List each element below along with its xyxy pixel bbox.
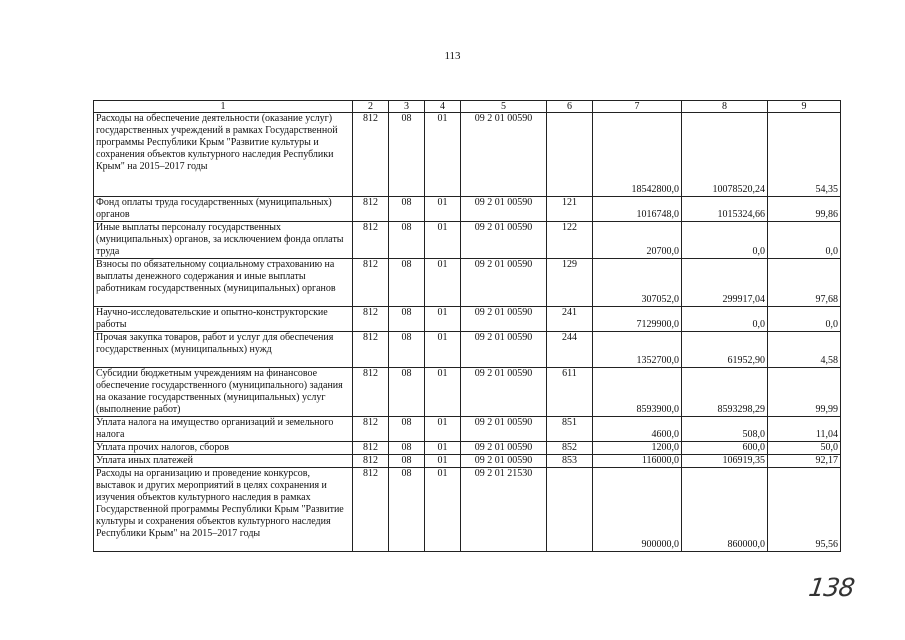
plan-amount-cell: 20700,0 bbox=[593, 222, 682, 259]
table-row bbox=[94, 113, 841, 197]
executed-amount-cell: 0,0 bbox=[682, 222, 768, 259]
execution-percent-cell: 11,04 bbox=[768, 417, 841, 442]
executed-amount-cell: 860000,0 bbox=[682, 468, 768, 552]
ministry-code-cell: 812 bbox=[353, 259, 389, 307]
target-article-cell: 09 2 01 21530 bbox=[461, 468, 547, 552]
row-name-cell: Уплата прочих налогов, сборов bbox=[94, 442, 353, 455]
plan-amount-cell: 1352700,0 bbox=[593, 332, 682, 368]
plan-amount-cell: 1016748,0 bbox=[593, 197, 682, 222]
section-code-cell: 08 bbox=[389, 442, 425, 455]
plan-amount-cell: 307052,0 bbox=[593, 259, 682, 307]
subsection-code-cell: 01 bbox=[425, 468, 461, 552]
section-code-cell: 08 bbox=[389, 468, 425, 552]
execution-percent-cell: 95,56 bbox=[768, 468, 841, 552]
subsection-code-cell: 01 bbox=[425, 332, 461, 368]
expense-type-cell bbox=[547, 113, 593, 197]
section-code-cell: 08 bbox=[389, 455, 425, 468]
ministry-code-cell: 812 bbox=[353, 442, 389, 455]
col-header-7: 7 bbox=[593, 101, 682, 113]
expense-type-cell bbox=[547, 468, 593, 552]
expense-type-cell: 244 bbox=[547, 332, 593, 368]
handwritten-page-number: 138 bbox=[806, 573, 856, 602]
col-header-1: 1 bbox=[94, 101, 353, 113]
expense-type-cell: 121 bbox=[547, 197, 593, 222]
section-code-cell: 08 bbox=[389, 113, 425, 197]
section-code-cell: 08 bbox=[389, 259, 425, 307]
execution-percent-cell: 54,35 bbox=[768, 113, 841, 197]
execution-percent-cell: 0,0 bbox=[768, 307, 841, 332]
plan-amount-cell: 116000,0 bbox=[593, 455, 682, 468]
row-name-cell: Иные выплаты персоналу государственных (муниципальных) органов, за исключением фонда оплаты труда bbox=[94, 222, 353, 259]
subsection-code-cell: 01 bbox=[425, 259, 461, 307]
table-row bbox=[94, 468, 841, 552]
expense-type-cell: 851 bbox=[547, 417, 593, 442]
target-article-cell: 09 2 01 00590 bbox=[461, 455, 547, 468]
plan-amount-cell: 7129900,0 bbox=[593, 307, 682, 332]
executed-amount-cell: 106919,35 bbox=[682, 455, 768, 468]
subsection-code-cell: 01 bbox=[425, 222, 461, 259]
target-article-cell: 09 2 01 00590 bbox=[461, 417, 547, 442]
expense-type-cell: 853 bbox=[547, 455, 593, 468]
row-name-cell: Уплата иных платежей bbox=[94, 455, 353, 468]
row-name-cell: Расходы на обеспечение деятельности (оказание услуг) государственных учреждений в рамках Государственной программы Республики Крым "Развитие культуры и сохранения объектов культурного наследия Республики Крым" на 2015–2017 годы bbox=[94, 113, 353, 197]
expense-type-cell: 241 bbox=[547, 307, 593, 332]
subsection-code-cell: 01 bbox=[425, 417, 461, 442]
table-row bbox=[94, 455, 841, 468]
col-header-6: 6 bbox=[547, 101, 593, 113]
target-article-cell: 09 2 01 00590 bbox=[461, 222, 547, 259]
target-article-cell: 09 2 01 00590 bbox=[461, 332, 547, 368]
target-article-cell: 09 2 01 00590 bbox=[461, 259, 547, 307]
section-code-cell: 08 bbox=[389, 197, 425, 222]
ministry-code-cell: 812 bbox=[353, 197, 389, 222]
executed-amount-cell: 10078520,24 bbox=[682, 113, 768, 197]
expense-type-cell: 611 bbox=[547, 368, 593, 417]
ministry-code-cell: 812 bbox=[353, 113, 389, 197]
plan-amount-cell: 4600,0 bbox=[593, 417, 682, 442]
ministry-code-cell: 812 bbox=[353, 455, 389, 468]
plan-amount-cell: 8593900,0 bbox=[593, 368, 682, 417]
expense-type-cell: 122 bbox=[547, 222, 593, 259]
table-row bbox=[94, 332, 841, 368]
execution-percent-cell: 92,17 bbox=[768, 455, 841, 468]
executed-amount-cell: 61952,90 bbox=[682, 332, 768, 368]
expense-type-cell: 852 bbox=[547, 442, 593, 455]
row-name-cell: Расходы на организацию и проведение конкурсов, выставок и других мероприятий в целях сохранения и изучения объектов культурного наследия в рамках Государственной программы Республики Крым "Развитие культуры и сохранения объектов культурного наследия Республики Крым" на 2015–2017 годы bbox=[94, 468, 353, 552]
expense-type-cell: 129 bbox=[547, 259, 593, 307]
executed-amount-cell: 1015324,66 bbox=[682, 197, 768, 222]
header-row bbox=[94, 101, 841, 113]
subsection-code-cell: 01 bbox=[425, 455, 461, 468]
table-row bbox=[94, 442, 841, 455]
subsection-code-cell: 01 bbox=[425, 197, 461, 222]
row-name-cell: Фонд оплаты труда государственных (муниципальных) органов bbox=[94, 197, 353, 222]
col-header-5: 5 bbox=[461, 101, 547, 113]
execution-percent-cell: 0,0 bbox=[768, 222, 841, 259]
table-row bbox=[94, 197, 841, 222]
subsection-code-cell: 01 bbox=[425, 113, 461, 197]
section-code-cell: 08 bbox=[389, 332, 425, 368]
col-header-2: 2 bbox=[353, 101, 389, 113]
ministry-code-cell: 812 bbox=[353, 222, 389, 259]
budget-table bbox=[93, 100, 841, 552]
table-row bbox=[94, 307, 841, 332]
table-row bbox=[94, 222, 841, 259]
table-body bbox=[94, 113, 841, 552]
section-code-cell: 08 bbox=[389, 222, 425, 259]
col-header-8: 8 bbox=[682, 101, 768, 113]
ministry-code-cell: 812 bbox=[353, 368, 389, 417]
executed-amount-cell: 299917,04 bbox=[682, 259, 768, 307]
execution-percent-cell: 4,58 bbox=[768, 332, 841, 368]
table-row bbox=[94, 368, 841, 417]
col-header-3: 3 bbox=[389, 101, 425, 113]
ministry-code-cell: 812 bbox=[353, 307, 389, 332]
executed-amount-cell: 600,0 bbox=[682, 442, 768, 455]
executed-amount-cell: 8593298,29 bbox=[682, 368, 768, 417]
subsection-code-cell: 01 bbox=[425, 442, 461, 455]
col-header-9: 9 bbox=[768, 101, 841, 113]
row-name-cell: Субсидии бюджетным учреждениям на финансовое обеспечение государственного (муниципального) задания на оказание государственных (муниципальных) услуг (выполнение работ) bbox=[94, 368, 353, 417]
section-code-cell: 08 bbox=[389, 417, 425, 442]
table-row bbox=[94, 259, 841, 307]
row-name-cell: Уплата налога на имущество организаций и земельного налога bbox=[94, 417, 353, 442]
target-article-cell: 09 2 01 00590 bbox=[461, 113, 547, 197]
executed-amount-cell: 508,0 bbox=[682, 417, 768, 442]
ministry-code-cell: 812 bbox=[353, 468, 389, 552]
page-number: 113 bbox=[444, 50, 461, 62]
execution-percent-cell: 99,99 bbox=[768, 368, 841, 417]
subsection-code-cell: 01 bbox=[425, 368, 461, 417]
table-row bbox=[94, 417, 841, 442]
execution-percent-cell: 99,86 bbox=[768, 197, 841, 222]
section-code-cell: 08 bbox=[389, 368, 425, 417]
subsection-code-cell: 01 bbox=[425, 307, 461, 332]
target-article-cell: 09 2 01 00590 bbox=[461, 368, 547, 417]
plan-amount-cell: 1200,0 bbox=[593, 442, 682, 455]
ministry-code-cell: 812 bbox=[353, 417, 389, 442]
row-name-cell: Прочая закупка товаров, работ и услуг для обеспечения государственных (муниципальных) нужд bbox=[94, 332, 353, 368]
execution-percent-cell: 50,0 bbox=[768, 442, 841, 455]
execution-percent-cell: 97,68 bbox=[768, 259, 841, 307]
row-name-cell: Научно-исследовательские и опытно-конструкторские работы bbox=[94, 307, 353, 332]
target-article-cell: 09 2 01 00590 bbox=[461, 307, 547, 332]
plan-amount-cell: 18542800,0 bbox=[593, 113, 682, 197]
executed-amount-cell: 0,0 bbox=[682, 307, 768, 332]
target-article-cell: 09 2 01 00590 bbox=[461, 442, 547, 455]
target-article-cell: 09 2 01 00590 bbox=[461, 197, 547, 222]
plan-amount-cell: 900000,0 bbox=[593, 468, 682, 552]
col-header-4: 4 bbox=[425, 101, 461, 113]
section-code-cell: 08 bbox=[389, 307, 425, 332]
row-name-cell: Взносы по обязательному социальному страхованию на выплаты денежного содержания и иные выплаты работникам государственных (муниципальных) органов bbox=[94, 259, 353, 307]
ministry-code-cell: 812 bbox=[353, 332, 389, 368]
